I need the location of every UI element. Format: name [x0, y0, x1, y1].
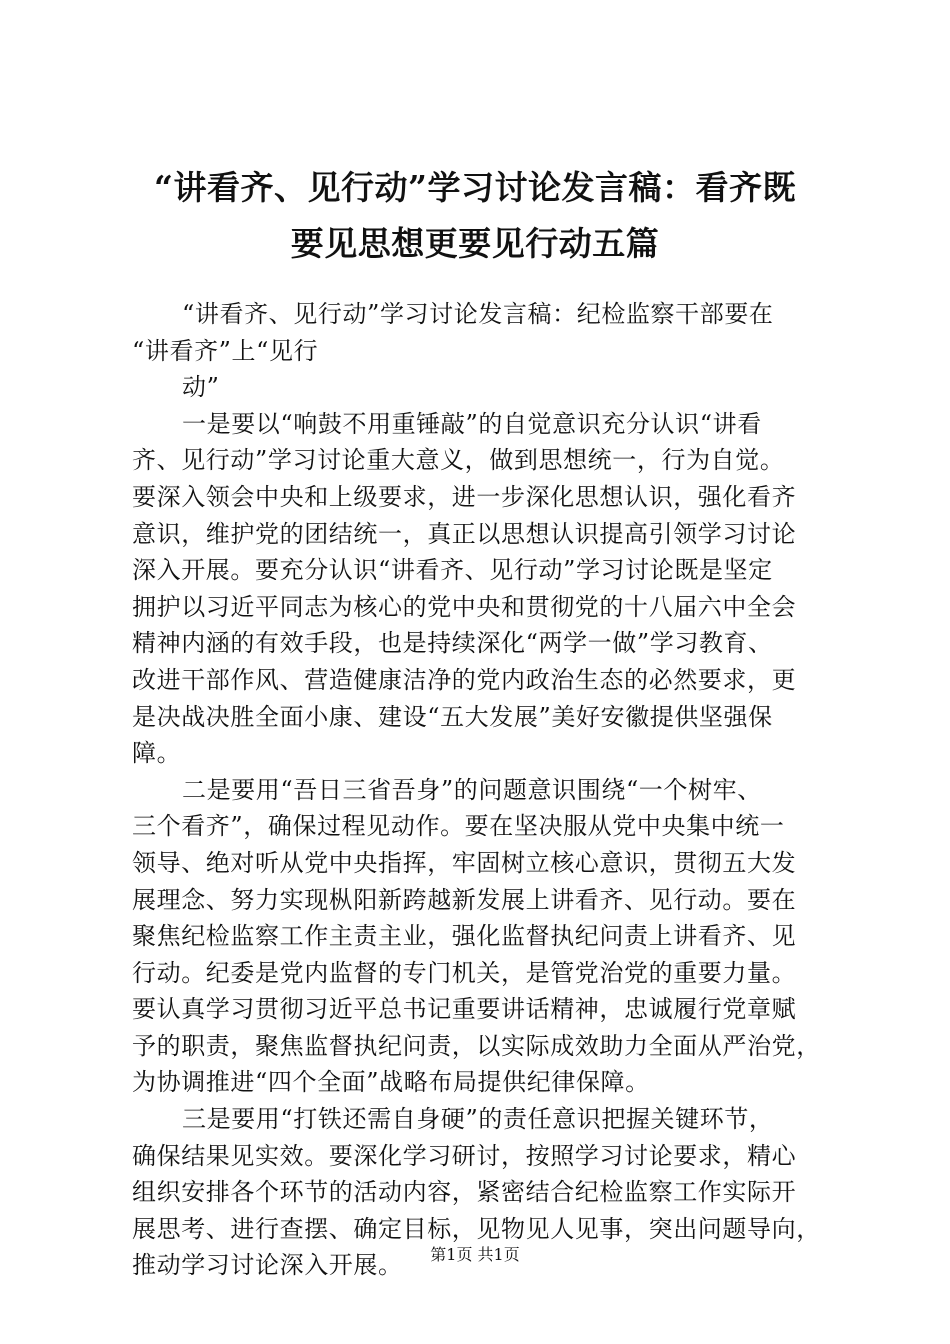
- body-line: “讲看齐、见行动”学习讨论发言稿：纪检监察干部要在: [182, 300, 774, 328]
- page-footer: 第1页 共1页: [430, 1245, 520, 1264]
- body-line: “讲看齐”上“见行: [132, 336, 319, 365]
- body-line: 深入开展。要充分认识“讲看齐、见行动”学习讨论既是坚定: [132, 556, 773, 585]
- body-line: 改进干部作风、营造健康洁净的党内政治生态的必然要求，更: [132, 665, 797, 694]
- title-line: 要见思想更要见行动五篇: [290, 224, 660, 263]
- body-line: 组织安排各个环节的活动内容，紧密结合纪检监察工作实际开: [132, 1178, 797, 1207]
- body-line: 意识，维护党的团结统一，真正以思想认识提高引领学习讨论: [132, 519, 797, 548]
- body-line: 障。: [132, 739, 182, 768]
- body-line: 确保结果见实效。要深化学习研讨，按照学习讨论要求，精心: [132, 1141, 797, 1170]
- body-line: 予的职责，聚焦监督执纪问责，以实际成效助力全面从严治党，: [132, 1031, 821, 1060]
- body-line: 齐、见行动”学习讨论重大意义，做到思想统一，行为自觉。: [132, 446, 785, 475]
- document-body: [132, 296, 832, 1284]
- body-line: 三是要用“打铁还需自身硬”的责任意识把握关键环节，: [182, 1105, 774, 1134]
- body-line: 要深入领会中央和上级要求，进一步深化思想认识，强化看齐: [132, 482, 797, 511]
- body-line: 是决战决胜全面小康、建设“五大发展”美好安徽提供坚强保: [132, 702, 773, 731]
- document-title: [120, 160, 830, 272]
- body-line: 拥护以习近平同志为核心的党中央和贯彻党的十八届六中全会: [132, 592, 797, 621]
- body-line: 为协调推进“四个全面”战略布局提供纪律保障。: [132, 1068, 650, 1097]
- body-line: 一是要以“响鼓不用重锤敲”的自觉意识充分认识“讲看: [182, 409, 762, 438]
- body-line: 展理念、努力实现枞阳新跨越新发展上讲看齐、见行动。要在: [132, 885, 797, 914]
- body-line: 领导、绝对听从党中央指挥，牢固树立核心意识，贯彻五大发: [132, 848, 797, 877]
- body-line: 精神内涵的有效手段，也是持续深化“两学一做”学习教育、: [132, 629, 773, 658]
- body-line: 二是要用“吾日三省吾身”的问题意识围绕“一个树牢、: [182, 775, 762, 804]
- body-line: 推动学习讨论深入开展。: [132, 1251, 403, 1280]
- body-line: 行动。纪委是党内监督的专门机关，是管党治党的重要力量。: [132, 958, 797, 987]
- body-line: 聚焦纪检监察工作主责主业，强化监督执纪问责上讲看齐、见: [132, 922, 797, 951]
- body-line: 动”: [182, 373, 220, 402]
- title-line: “讲看齐、见行动”学习讨论发言稿：看齐既: [154, 168, 796, 207]
- body-line: 要认真学习贯彻习近平总书记重要讲话精神，忠诚履行党章赋: [132, 995, 797, 1024]
- body-line: 三个看齐”，确保过程见动作。要在坚决服从党中央集中统一: [132, 812, 785, 841]
- body-line: 展思考、进行查摆、确定目标，见物见人见事，突出问题导向，: [132, 1214, 821, 1243]
